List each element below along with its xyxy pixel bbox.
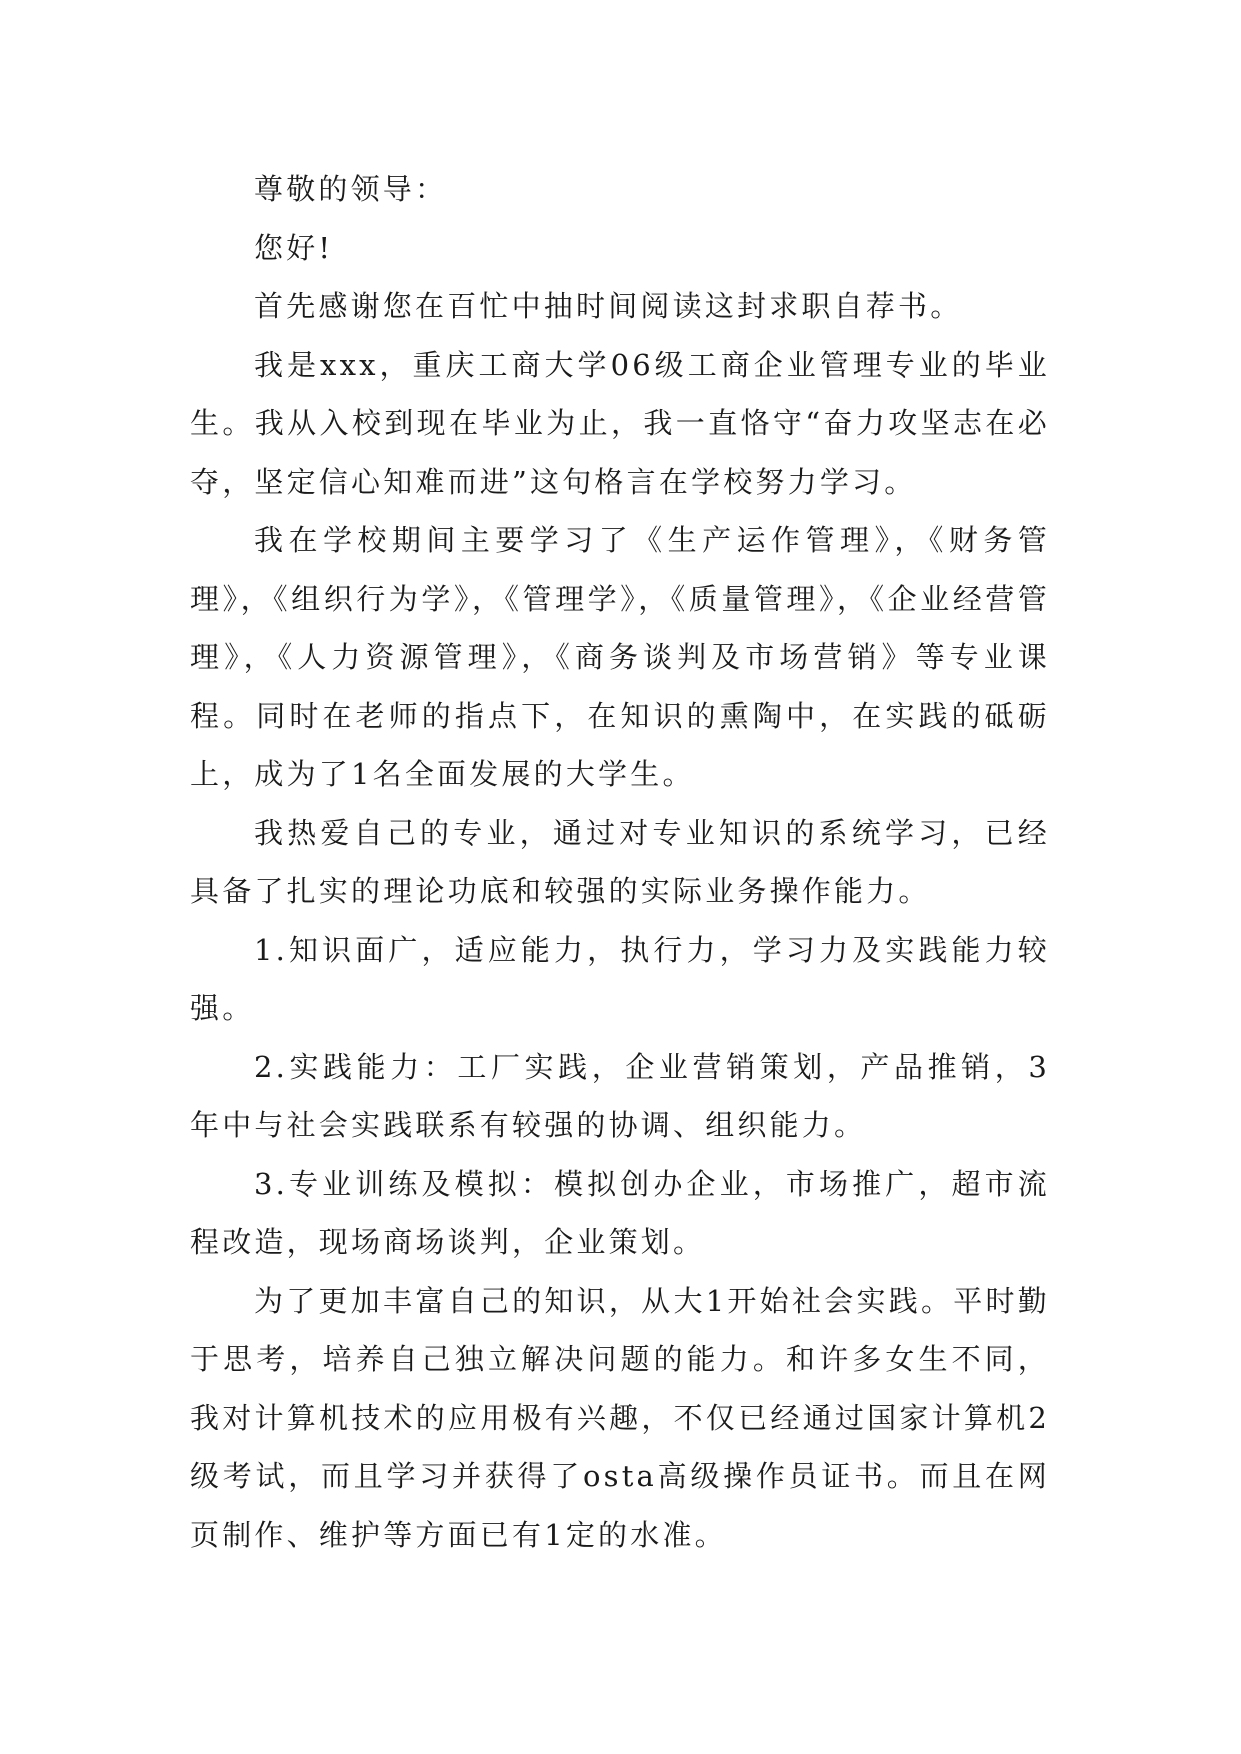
paragraph: 我在学校期间主要学习了《生产运作管理》，《财务管理》，《组织行为学》，《管理学》，《质量管理》，《企业经营管理》，《人力资源管理》，《商务谈判及市场营销》等专业课程。同时在老师的指点下，在知识的熏陶中，在实践的砥砺上，成为了1名全面发展的大学生。 (190, 523, 1050, 791)
list-item: 3.专业训练及模拟：模拟创办企业，市场推广，超市流程改造，现场商场谈判，企业策划。 (190, 1166, 1050, 1259)
paragraph: 首先感谢您在百忙中抽时间阅读这封求职自荐书。 (254, 289, 963, 323)
paragraph: 我是xxx，重庆工商大学06级工商企业管理专业的毕业生。我从入校到现在毕业为止，我一直恪守“奋力攻坚志在必夺，坚定信心知难而进”这句格言在学校努力学习。 (190, 347, 1050, 499)
list-item: 2.实践能力：工厂实践，企业营销策划，产品推销，3年中与社会实践联系有较强的协调、组织能力。 (190, 1049, 1050, 1142)
paragraph: 我热爱自己的专业，通过对专业知识的系统学习，已经具备了扎实的理论功底和较强的实际业务操作能力。 (190, 815, 1050, 908)
greeting: 您好! (254, 230, 334, 265)
letter-body (190, 160, 1050, 1564)
paragraph: 为了更加丰富自己的知识，从大1开始社会实践。平时勤于思考，培养自己独立解决问题的能力。和许多女生不同，我对计算机技术的应用极有兴趣，不仅已经通过国家计算机2级考试，而且学习并获得了osta高级操作员证书。而且在网页制作、维护等方面已有1定的水准。 (190, 1283, 1050, 1552)
list-item: 1.知识面广，适应能力，执行力，学习力及实践能力较强。 (190, 932, 1050, 1025)
salutation: 尊敬的领导： (254, 172, 448, 206)
